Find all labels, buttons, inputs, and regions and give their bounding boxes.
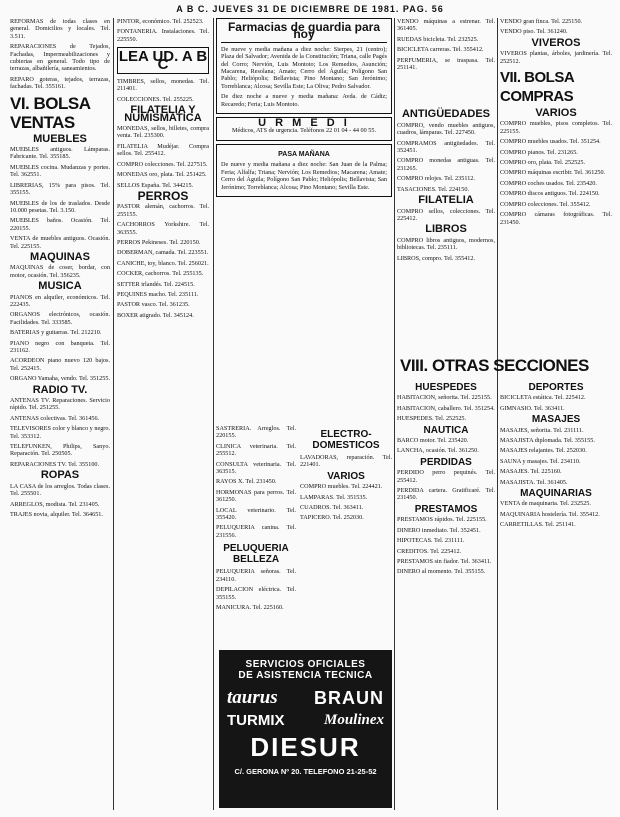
classified-ad: BOXER atigrado. Tel. 345124. — [117, 311, 194, 319]
classified-ad: ANTENAS colectivas. Tel. 361456. — [10, 414, 100, 422]
column-3-lower-right — [300, 425, 392, 647]
classified-ad: REPARACIONES TV. Tel. 355100. — [10, 460, 100, 468]
category-libros: LIBROS — [425, 223, 467, 236]
category-masajes: MASAJES — [531, 414, 581, 426]
classified-ad: COCKER, cachorros. Tel. 255135. — [117, 270, 204, 278]
classified-ad: DOBERMAN, camada. Tel. 223551. — [117, 249, 209, 257]
column-2 — [117, 18, 209, 808]
classified-ad: MUEBLES antiguos. Lámparas. Fabricante. Tel. 355185. — [10, 146, 110, 161]
classified-ad: COMPRO monedas antiguas. Tel. 231265. — [397, 157, 495, 172]
classified-ad: PINTOR, económico. Tel. 252523. — [117, 18, 204, 25]
category-muebles: MUEBLES — [33, 132, 87, 145]
classified-ad: BARCO motor. Tel. 235420. — [397, 437, 469, 445]
classified-ad: LAVADORAS, reparación. Tel. 221401. — [300, 454, 392, 469]
category-perdidas: PERDIDAS — [420, 456, 472, 468]
classified-ad: FONTANERIA. Instalaciones. Tel. 225550. — [117, 28, 209, 43]
classified-ad: PERFUMERIA, se traspasa. Tel. 251141. — [397, 56, 495, 72]
classified-ad: VENTA de maquinaria. Tel. 232525. — [500, 500, 591, 508]
column-1 — [10, 18, 110, 808]
classified-ad: TRAJES novia, alquiler. Tel. 364651. — [10, 510, 103, 518]
classified-ad: CUADROS. Tel. 363411. — [300, 504, 364, 512]
classified-ad: PELUQUERIA canina. Tel. 231556. — [216, 524, 296, 539]
brand-taurus: taurus — [227, 687, 278, 708]
lea-abc-box: LEA UD. A B C — [118, 48, 208, 73]
classified-ad: VENDO máquinas a estrenar. Tel. 361405. — [397, 18, 495, 33]
diesur-advertisement — [219, 650, 392, 808]
section-title-bolsa-ventas: VI. BOLSA VENTAS — [10, 93, 90, 132]
classified-ad: HUESPEDES. Tel. 252525. — [397, 415, 467, 423]
category-filatelia: FILATELIA Y NUMISMATICA — [124, 104, 202, 124]
pasa-manana-text: De nueve y media mañana a diez noche: San Juan de la Palma; Feria; Alfalfa; Triana; Nervión; Los Remedios; Macarena; Amate; Cerro del Águila; Polígono San Pablo; Heliópolis; Bellavista; San Jerónimo; Torreblanca; Alcosa; Pino Montano; Sevilla Este. — [221, 161, 387, 191]
classified-ad: MASAJES relajantes. Tel. 252030. — [500, 447, 587, 455]
classified-ad: RAYOS X. Tel. 231450. — [216, 478, 277, 486]
classified-ad: VIVEROS plantas, árboles, jardinería. Tel. 252512. — [500, 50, 612, 65]
classified-ad: COMPRO colecciones. Tel. 227515. — [117, 160, 208, 168]
classified-ad: LANCHA, ocasión. Tel. 361250. — [397, 447, 479, 455]
classified-ad: FILATELIA Mudéjar. Compra sellos. Tel. 255412. — [117, 142, 209, 158]
classified-ad: LA CASA de los arreglos. Todas clases. Tel. 255501. — [10, 482, 110, 498]
classified-ad: TELEFUNKEN, Philips, Sanyo. Reparación. Tel. 250505. — [10, 443, 110, 458]
classified-ad: COMPRO pianos. Tel. 231265. — [500, 148, 578, 156]
classified-ad: HORMONAS para perros. Tel. 361250. — [216, 488, 296, 504]
classified-ad: MANICURA. Tel. 225160. — [216, 603, 284, 611]
category-huespedes: HUESPEDES — [415, 382, 477, 393]
column-rule — [113, 18, 114, 810]
classified-ad: BATERIAS y guitarras. Tel. 212210. — [10, 329, 102, 337]
classified-ad: COMPRO cámaras fotográficas. Tel. 231450. — [500, 211, 612, 226]
classified-ad: PERDIDA cartera. Gratificaré. Tel. 231450. — [397, 487, 495, 502]
classified-ad: COMPRO, vendo muebles antiguos, cuadros, lámparas. Tel. 227450. — [397, 121, 495, 137]
category-musica: MUSICA — [38, 280, 82, 293]
classified-ad: GIMNASIO. Tel. 363411. — [500, 404, 565, 412]
column-rule — [394, 18, 395, 810]
classified-ad: MUEBLES baños. Ocasión. Tel. 220155. — [10, 217, 110, 232]
classified-ad: COMPRO oro, plata. Tel. 252525. — [500, 159, 586, 167]
classified-ad: MONEDAS oro, plata. Tel. 251425. — [117, 171, 207, 179]
classified-ad: MONEDAS, sellos, billetes, compra venta. Tel. 235300. — [117, 125, 209, 140]
column-rule — [497, 18, 498, 810]
classified-ad: COMPRAMOS antigüedades. Tel. 352451. — [397, 139, 495, 155]
category-radio-tv: RADIO TV. — [32, 383, 88, 396]
banner-line-1: SERVICIOS OFICIALES — [245, 659, 366, 670]
farmacias-box — [216, 18, 392, 114]
classified-ad: HABITACION, señorita. Tel. 225155. — [397, 394, 492, 402]
page-header: A B C. JUEVES 31 DE DICIEMBRE DE 1981. PAG. 56 — [176, 4, 444, 14]
category-viveros: VIVEROS — [531, 36, 581, 49]
classified-ad: MASAJISTA. Tel. 361405. — [500, 478, 568, 486]
classified-ad: REPARACIONES de Tejados, Fachadas, Impermeabilizaciones y cubiertas en general. Todo tipo de terrazas, albañilería, saneamientos. — [10, 43, 110, 73]
banner-address: C/. GERONA Nº 20. TELEFONO 21-25-52 — [234, 767, 377, 776]
classified-ad: COMPRO muebles, pisos completos. Tel. 225155. — [500, 120, 612, 135]
classified-ad: PRESTAMOS sin fiador. Tel. 363411. — [397, 557, 492, 565]
classified-ad: CREDITOS. Tel. 225412. — [397, 547, 462, 555]
classified-ad: COMPRO sellos, colecciones. Tel. 225412. — [397, 207, 495, 222]
urgencias-text: Médicos, ATS de urgencia. Teléfonos 22 01 04 - 44 00 55. — [231, 127, 377, 135]
classified-ad: MASAJES. Tel. 225160. — [500, 468, 562, 476]
classified-ad: COMPRO máquinas escribir. Tel. 361250. — [500, 169, 606, 177]
classified-ad: COMPRO relojes. Tel. 235112. — [397, 175, 475, 183]
classified-ad: MUEBLES cocina. Mudanzas y portes. Tel. 362551. — [10, 163, 110, 179]
farmacias-text-night: De diez noche a nueve y media mañana: Avda. de Cádiz; Recaredo; Feria; Luis Montoto. — [221, 93, 387, 108]
classified-ad: DINERO inmediato. Tel. 352451. — [397, 526, 481, 534]
banner-line-2: DE ASISTENCIA TECNICA — [238, 670, 373, 681]
category-varios: VARIOS — [327, 470, 365, 482]
classified-ad: PERROS Pekineses. Tel. 220150. — [117, 238, 201, 246]
urgencias-title: U R M E D I — [258, 117, 350, 130]
classified-ad: SETTER irlandés. Tel. 224515. — [117, 280, 195, 288]
category-filatelia: FILATELIA — [418, 194, 474, 207]
column-5-lower — [500, 380, 612, 810]
classified-ad: REPARO goteras, tejados, terrazas, fachadas. Tel. 355161. — [10, 75, 110, 91]
classified-ad: BICICLETA estática. Tel. 225412. — [500, 394, 586, 402]
urgencias-box — [216, 117, 392, 141]
classified-ad: MUEBLES de los de traslados. Desde 10.000 pesetas. Tel. 3.150. — [10, 199, 110, 214]
classified-ad: HIPOTECAS. Tel. 231111. — [397, 537, 465, 545]
classified-ad: PASTOR alemán, cachorros. Tel. 255155. — [117, 203, 209, 218]
classified-ad: MASAJISTA diplomada. Tel. 355155. — [500, 437, 595, 445]
classified-ad: ACORDEON piano nuevo 120 bajos. Tel. 252415. — [10, 357, 110, 372]
category-prestamos: PRESTAMOS — [414, 503, 478, 515]
classified-ad: BICICLETA carreras. Tel. 355412. — [397, 46, 484, 54]
column-3-top — [216, 18, 392, 438]
classified-ad: HABITACION, caballero. Tel. 351254. — [397, 404, 495, 412]
classified-ad: DEPILACION eléctrica. Tel. 355155. — [216, 586, 296, 601]
category-maquinarias: MAQUINARIAS — [520, 488, 592, 500]
brand-braun: BRAUN — [314, 687, 384, 708]
column-rule — [213, 18, 214, 810]
classified-ad: MAQUINAS de coser, bordar, con motor, ocasión. Tel. 356235. — [10, 264, 110, 279]
classified-ad: TELEVISORES color y blanco y negro. Tel. 353312. — [10, 425, 110, 440]
classified-ad: COMPRO libros antiguos, modernos, bibliotecas. Tel. 235111. — [397, 236, 495, 252]
classified-ad: COMPRO discos antiguos. Tel. 224150. — [500, 190, 600, 198]
category-ropas: ROPAS — [40, 469, 80, 482]
classified-ad: COMPRO coches usados. Tel. 235420. — [500, 179, 597, 187]
classified-ad: SASTRERIA. Arreglos. Tel. 220155. — [216, 425, 296, 440]
classified-ad: LIBRERIAS, 15% para pisos. Tel. 355155. — [10, 181, 110, 197]
column-3-lower-left — [216, 425, 296, 647]
classified-ad: COMPRO muebles. Tel. 224421. — [300, 483, 383, 491]
classified-ad: LAMPARAS. Tel. 351535. — [300, 493, 368, 501]
brand-diesur: DIESUR — [250, 732, 361, 762]
classified-ad: ARREGLOS, modista. Tel. 231405. — [10, 500, 100, 508]
classified-ad: COMPRO colecciones. Tel. 355412. — [500, 200, 591, 208]
classified-ad: COLECCIONES. Tel. 255225. — [117, 95, 194, 103]
category-electrodomesticos: ELECTRO-DOMESTICOS — [312, 429, 380, 451]
column-5 — [500, 18, 612, 356]
classified-ad: VENDO piso. Tel. 361240. — [500, 28, 568, 36]
classified-ad: PIANOS en alquiler, económicos. Tel. 222435. — [10, 293, 110, 308]
column-4-lower — [397, 380, 495, 810]
classified-ad: SAUNA y masajes. Tel. 234110. — [500, 457, 581, 465]
classified-ad: TIMBRES, sellos, monedas. Tel. 211401. — [117, 78, 209, 93]
classified-ad: LOCAL veterinario. Tel. 355420. — [216, 506, 296, 522]
classified-ad: PASTOR vasco. Tel. 361235. — [117, 301, 190, 309]
classified-ad: SELLOS España. Tel. 344215. — [117, 181, 194, 189]
classified-ad: CANICHE, toy, blanco. Tel. 256021. — [117, 259, 209, 267]
classified-ad: VENDO gran finca. Tel. 225150. — [500, 18, 583, 25]
classified-ad: CONSULTA veterinaria. Tel. 363515. — [216, 460, 296, 476]
classified-ad: PELUQUERIA señoras. Tel. 234110. — [216, 568, 296, 583]
classified-ad: VENTA de muebles antiguos. Ocasión. Tel. 225155. — [10, 235, 110, 250]
category-deportes: DEPORTES — [528, 382, 584, 393]
category-varios: VARIOS — [535, 107, 577, 120]
category-perros: PERROS — [137, 188, 189, 203]
classified-ad: MASAJES, señorita. Tel. 231111. — [500, 426, 584, 434]
classified-ad: PIANO negro con banqueta. Tel. 231162. — [10, 339, 110, 354]
category-peluqueria: PELUQUERIA BELLEZA — [223, 543, 289, 566]
category-nautica: NAUTICA — [423, 424, 469, 436]
farmacias-text: De nueve y media mañana a diez noche: Sierpes, 21 (centro); Plaza del Salvador; Avenida de la Constitución; Triana, calle Pagés del Corro; Nervión, Luis Montoto; Los Remedios, Asunción; Macarena, Resolana; Amate; Cerro del Águila; Polígono San Pablo; Heliópolis; Bellavista; Pino Montano; San Jerónimo; Torreblanca; Alcosa; Sevilla Este; La Oliva; Pedro Salvador. — [221, 45, 387, 90]
brand-turmix: TURMIX — [227, 712, 285, 729]
classified-ad: CACHORROS Yorkshire. Tel. 363555. — [117, 221, 209, 236]
classified-ad: ORGANO Yamaha, vendo. Tel. 351255. — [10, 375, 110, 383]
classified-ad: MAQUINARIA hostelería. Tel. 355412. — [500, 510, 600, 518]
classified-ad: PERDIDO perro pequinés. Tel. 255412. — [397, 469, 495, 484]
classified-ad: CARRETILLAS. Tel. 251141. — [500, 521, 576, 529]
classified-ad: TASACIONES. Tel. 224150. — [397, 185, 470, 193]
classified-ad: PRESTAMOS rápidos. Tel. 225155. — [397, 516, 487, 524]
category-maquinas: MAQUINAS — [30, 250, 90, 263]
farmacias-title: Farmacias de guardia para hoy — [221, 21, 387, 43]
category-antiguedades: ANTIGÜEDADES — [401, 108, 490, 121]
classified-ad: CLINICA veterinaria. Tel. 255512. — [216, 442, 296, 458]
section-title-otras-secciones: VIII. OTRAS SECCIONES — [400, 356, 589, 375]
classified-ad: ORGANOS electrónicos, ocasión. Facilidades. Tel. 333585. — [10, 311, 110, 326]
section-title-bolsa-compras: VII. BOLSA COMPRAS — [500, 69, 574, 106]
classified-ad: ANTENAS TV. Reparaciones. Servicio rápido. Tel. 251255. — [10, 397, 110, 412]
brand-moulinex: Moulinex — [323, 712, 384, 728]
pasa-manana-title: PASA MAÑANA — [278, 150, 330, 158]
classified-ad: COMPRO muebles usados. Tel. 351254. — [500, 138, 601, 146]
pasa-manana-box — [216, 144, 392, 197]
classified-ad: REFORMAS de todas clases en general. Domicilios y locales. Tel. 3.511. — [10, 18, 110, 40]
classified-ad: LIBROS, compro. Tel. 355412. — [397, 254, 475, 262]
classified-ad: RUEDAS bicicleta. Tel. 232525. — [397, 35, 479, 43]
classified-ad: DINERO al momento. Tel. 355155. — [397, 568, 486, 576]
classified-ad: PEQUINES macho. Tel. 235111. — [117, 290, 199, 298]
classified-ad: TAPICERO. Tel. 252030. — [300, 514, 364, 522]
